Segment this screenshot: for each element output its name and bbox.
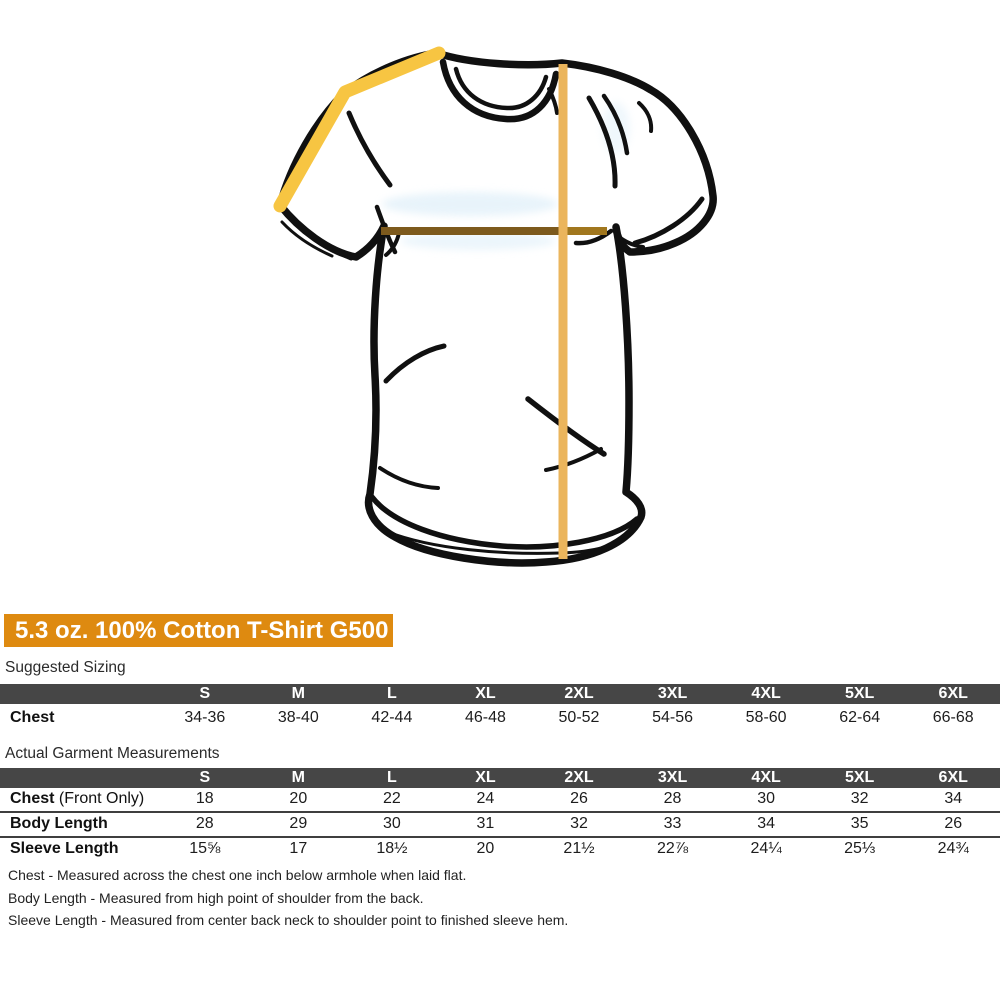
size-header: 2XL xyxy=(564,769,594,786)
footnote-body-length: Body Length - Measured from high point of shoulder from the back. xyxy=(8,889,424,906)
row-label: Sleeve Length xyxy=(10,840,119,857)
size-header: 3XL xyxy=(657,769,688,786)
measurement-footnotes xyxy=(8,864,568,932)
table-row-body-length xyxy=(0,813,1000,838)
value-cell: 54-56 xyxy=(652,709,693,726)
table-row-chest-suggested xyxy=(0,704,1000,731)
value-cell: 35 xyxy=(850,815,869,832)
size-header: 2XL xyxy=(564,685,594,702)
size-header: 6XL xyxy=(938,769,968,786)
value-cell: 18½ xyxy=(376,840,408,857)
size-header: 4XL xyxy=(751,769,781,786)
suggested-sizing-title: Suggested Sizing xyxy=(5,659,126,676)
size-header: L xyxy=(386,685,397,702)
value-cell: 34 xyxy=(757,815,775,832)
actual-measurements-table xyxy=(0,768,1000,861)
value-cell: 34-36 xyxy=(184,709,226,726)
product-banner: 5.3 oz. 100% Cotton T-Shirt G500 xyxy=(4,614,393,647)
actual-measurements-title: Actual Garment Measurements xyxy=(5,745,220,762)
value-cell: 24¼ xyxy=(750,840,782,857)
value-cell: 22⅞ xyxy=(656,840,689,857)
size-header: 5XL xyxy=(844,685,875,702)
value-cell: 22 xyxy=(382,790,401,807)
value-cell: 17 xyxy=(289,840,308,857)
value-cell: 58-60 xyxy=(745,709,787,726)
value-cell: 20 xyxy=(476,840,495,857)
size-header: M xyxy=(291,769,305,786)
size-header: XL xyxy=(475,685,496,702)
value-cell: 31 xyxy=(476,815,495,832)
value-cell: 50-52 xyxy=(558,709,600,726)
value-cell: 25⅓ xyxy=(844,840,876,857)
value-cell: 32 xyxy=(850,790,869,807)
value-cell: 26 xyxy=(570,790,588,807)
size-header: 5XL xyxy=(844,769,875,786)
value-cell: 38-40 xyxy=(277,709,319,726)
value-cell: 18 xyxy=(195,790,214,807)
size-header-row xyxy=(0,768,1000,788)
value-cell: 29 xyxy=(289,815,308,832)
value-cell: 20 xyxy=(289,790,308,807)
value-cell: 15⅝ xyxy=(189,840,221,857)
value-cell: 28 xyxy=(663,790,682,807)
suggested-sizing-table xyxy=(0,684,1000,731)
value-cell: 30 xyxy=(757,790,775,807)
row-label: Chest (Front Only) xyxy=(10,790,145,807)
value-cell: 46-48 xyxy=(464,709,506,726)
value-cell: 42-44 xyxy=(371,709,413,726)
table-row-sleeve-length xyxy=(0,838,1000,861)
value-cell: 21½ xyxy=(563,840,595,857)
value-cell: 33 xyxy=(663,815,682,832)
row-label: Body Length xyxy=(10,815,108,832)
row-label: Chest xyxy=(10,709,55,726)
value-cell: 30 xyxy=(382,815,401,832)
size-header: L xyxy=(386,769,397,786)
size-header: 6XL xyxy=(938,685,968,702)
size-header: 4XL xyxy=(751,685,781,702)
footnote-sleeve-length: Sleeve Length - Measured from center back neck to shoulder point to finished sleeve hem. xyxy=(8,912,569,929)
value-cell: 32 xyxy=(570,815,588,832)
size-header: S xyxy=(199,769,211,786)
value-cell: 62-64 xyxy=(839,709,881,726)
value-cell: 26 xyxy=(944,815,963,832)
value-cell: 24¾ xyxy=(937,840,969,857)
size-header: 3XL xyxy=(657,685,688,702)
value-cell: 34 xyxy=(944,790,963,807)
footnote-chest: Chest - Measured across the chest one inch below armhole when laid flat. xyxy=(8,867,467,883)
value-cell: 28 xyxy=(195,815,214,832)
value-cell: 66-68 xyxy=(932,709,974,726)
size-header: S xyxy=(199,685,211,702)
size-header: XL xyxy=(475,769,496,786)
size-header-row xyxy=(0,684,1000,704)
tshirt-outline xyxy=(280,53,713,563)
value-cell: 24 xyxy=(476,790,495,807)
size-header: M xyxy=(291,685,305,702)
table-row-chest-front-only xyxy=(0,788,1000,813)
size-header-blank xyxy=(0,684,158,704)
size-header-blank xyxy=(0,768,158,788)
